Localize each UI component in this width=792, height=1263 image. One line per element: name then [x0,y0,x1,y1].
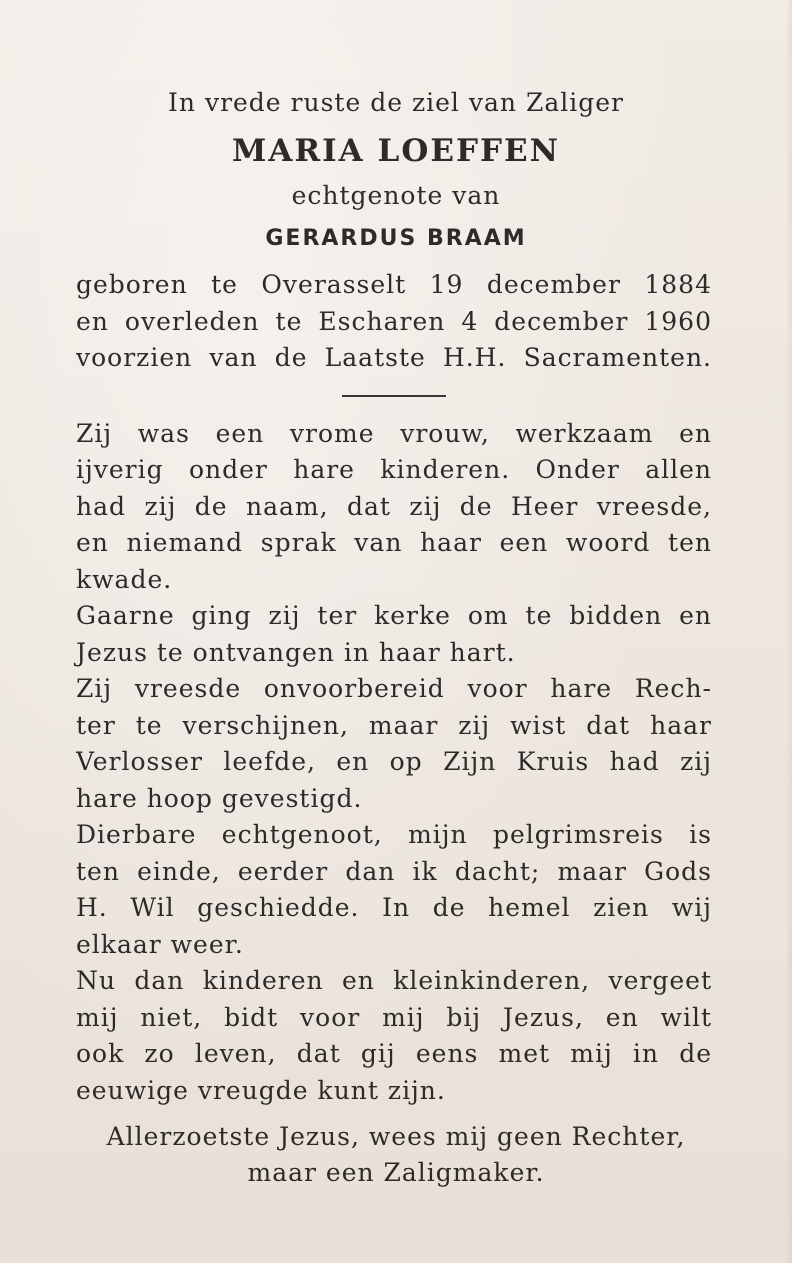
text-line: had zij de naam, dat zij de Heer vreesde, [76,492,712,521]
spouse-name: GERARDUS BRAAM [265,226,527,251]
text-line: ijverig onder hare kinderen. Onder allen [76,455,712,484]
closing-prayer-line-2: maar een Zaligmaker. [247,1158,545,1187]
text-line: H. Wil geschiedde. In de hemel zien wij [76,893,712,922]
spouse-label: echtgenote van [291,181,501,210]
text-line: Nu dan kinderen en kleinkinderen, vergeet [76,966,712,995]
text-line: ook zo leven, dat gij eens met mij in de [76,1039,712,1068]
text-line: Verlosser leefde, en op Zijn Kruis had zij [76,747,712,776]
birth-line: geboren te Overasselt 19 december 1884 [76,270,712,299]
death-line: en overleden te Escharen 4 december 1960 [76,307,712,336]
text-line: elkaar weer. [76,930,244,959]
closing-prayer-line-1: Allerzoetste Jezus, wees mij geen Rechter, [106,1122,686,1151]
text-line: Gaarne ging zij ter kerke om te bidden en [76,601,712,630]
text-line: ter te verschijnen, maar zij wist dat haar [76,711,712,740]
divider [342,395,446,397]
text-line: ten einde, eerder dan ik dacht; maar Gods [76,857,712,886]
text-line: mij niet, bidt voor mij bij Jezus, en wilt [76,1003,712,1032]
text-line: eeuwige vreugde kunt zijn. [76,1076,446,1105]
text-line: en niemand sprak van haar een woord ten [76,528,712,557]
intro-line: In vrede ruste de ziel van Zaliger [168,88,624,117]
text-line: Jezus te ontvangen in haar hart. [76,638,516,667]
text-line: Dierbare echtgenoot, mijn pelgrimsreis is [76,820,712,849]
deceased-name: MARIA LOEFFEN [232,133,560,169]
text-line: Zij was een vrome vrouw, werkzaam en [76,419,712,448]
text-line: hare hoop gevestigd. [76,784,363,813]
text-line: Zij vreesde onvoorbereid voor hare Rech- [76,674,712,703]
sacraments-line: voorzien van de Laatste H.H. Sacramenten. [76,343,712,372]
text-line: kwade. [76,565,173,594]
